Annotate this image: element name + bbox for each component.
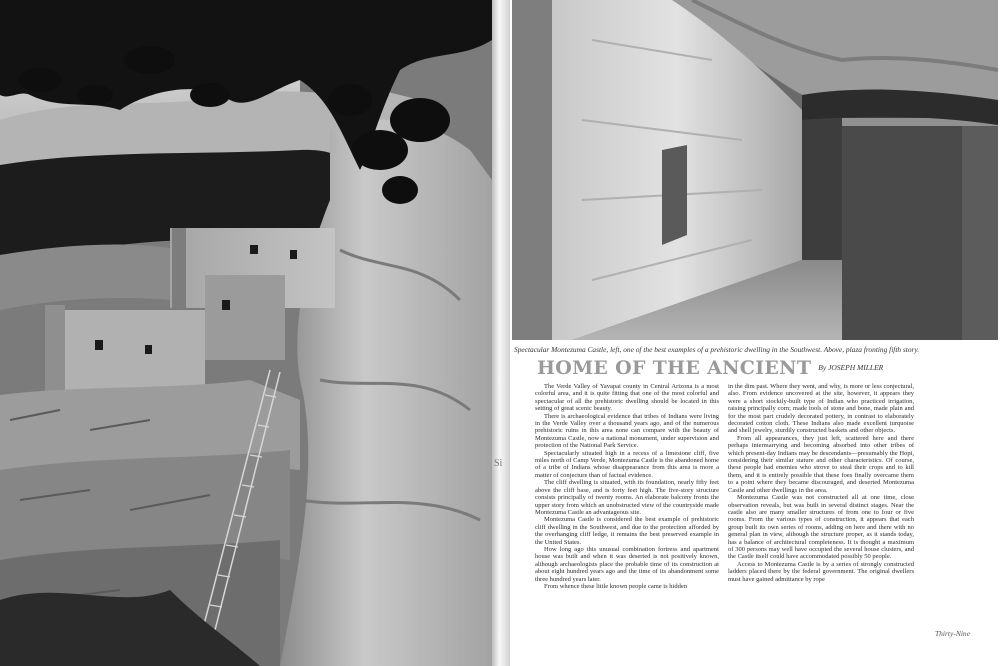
montezuma-castle-photo [0,0,492,666]
paragraph: From whence these little known people came is hidden [544,582,687,590]
page-gutter [492,0,510,666]
paragraph: Montezuma Castle was not constructed all at one time, close observation reveals, but was built in several distinct stages. Near the castle also are many smaller structures of from one to four or five rooms. From the various types of construction, it appears that each group built its own series of rooms, adding on here and there with no general plan in view, although the structure proper, as it stands today, has a balance of architectural completeness. It is thought a maximum of 300 persons may well have occupied the several house clusters, and the Castle itself could have accommodated possibly 50 people. [728,494,914,561]
article-byline: By JOSEPH MILLER [818,363,884,372]
page-number: Thirty-Nine [935,629,970,638]
paragraph: The Verde Valley of Yavapai county in Central Arizona is a most colorful area, and it is quite fitting that one of the most colorful and spectacular of all the prehistoric dwelling should be located in this setting of great scenic beauty. [535,383,719,413]
paragraph: in the dim past. Where they went, and why, is more or less conjectural, also. From evidence uncovered at the site, however, it appears they were a short stockily-built type of Indian who practiced irrigation, raising principally corn; made tools of stone and bone, made plain and for the most part crudely decorated pottery, in contrast to elaborately decorated cotton cloth. These Indians also made excellent turquoise and shell jewelry, sturdily constructed baskets and other objects. [728,383,914,435]
article-title: HOME OF THE ANCIENT [537,357,812,379]
paragraph: Access to Montezuma Castle is by a series of strongly constructed ladders placed there by the federal government. The original dwellers must have gained admittance by rope [728,560,914,583]
photo-caption: Spectacular Montezuma Castle, left, one of the best examples of a prehistoric dwelling in the Southwest. Above, plaza fronting fifth story. [514,345,920,354]
text-column-right [728,383,914,643]
cliff-dwelling-illustration [0,0,492,666]
paragraph: There is archaeological evidence that tribes of Indians were living in the Verde Valley over a thousand years ago, and of the numerous prehistoric ruins in this area none can compare with the beauty of Montezuma Castle, now a national monument, under supervision and protection of the National Park Service. [535,412,719,450]
plaza-illustration [512,0,998,340]
text-column-left [535,383,719,643]
paragraph: From all appearances, they just left, scattered here and there perhaps intermarrying and becoming absorbed into other tribes of which present-day Indians may be descendants—presumably the Hopi, considering their similar stature and other characteristics. Of course, these people had enemies who strove to steal their crops and to kill them, and it is entirely possible that these foes finally overcame them to a point where they became discouraged, and deserted Montezuma Castle and other dwellings in the area. [728,434,914,494]
plaza-photo [512,0,998,340]
paragraph: How long ago this unusual combination fortress and apartment house was built and when it was deserted is not positively known, although archaeologists place the probable time of its construction at about eight hundred years ago and the time of its abandonment some three hundred years later. [535,545,719,583]
paragraph: Montezuma Castle is considered the best example of prehistoric cliff dwelling in the Southwest, and due to the protection afforded by the overhanging cliff ledge, it remains the best preserved example in the United States. [535,516,719,546]
gutter-mark: Si [494,458,503,469]
paragraph: Spectacularly situated high in a recess of a limestone cliff, five miles north of Camp Verde, Montezuma Castle is the abandoned home of a tribe of Indians whose disappearance from this area is more a matter of conjecture than of factual evidence. [535,449,719,479]
paragraph: The cliff dwelling is situated, with its foundation, nearly fifty feet above the cliff base, and is forty feet high. The five-story structure consists principally of twenty rooms. An elaborate balcony fronts the upper story from which an unobstructed view of the countryside made Montezuma Castle an advantageous site. [535,479,719,516]
article-heading [537,357,977,381]
